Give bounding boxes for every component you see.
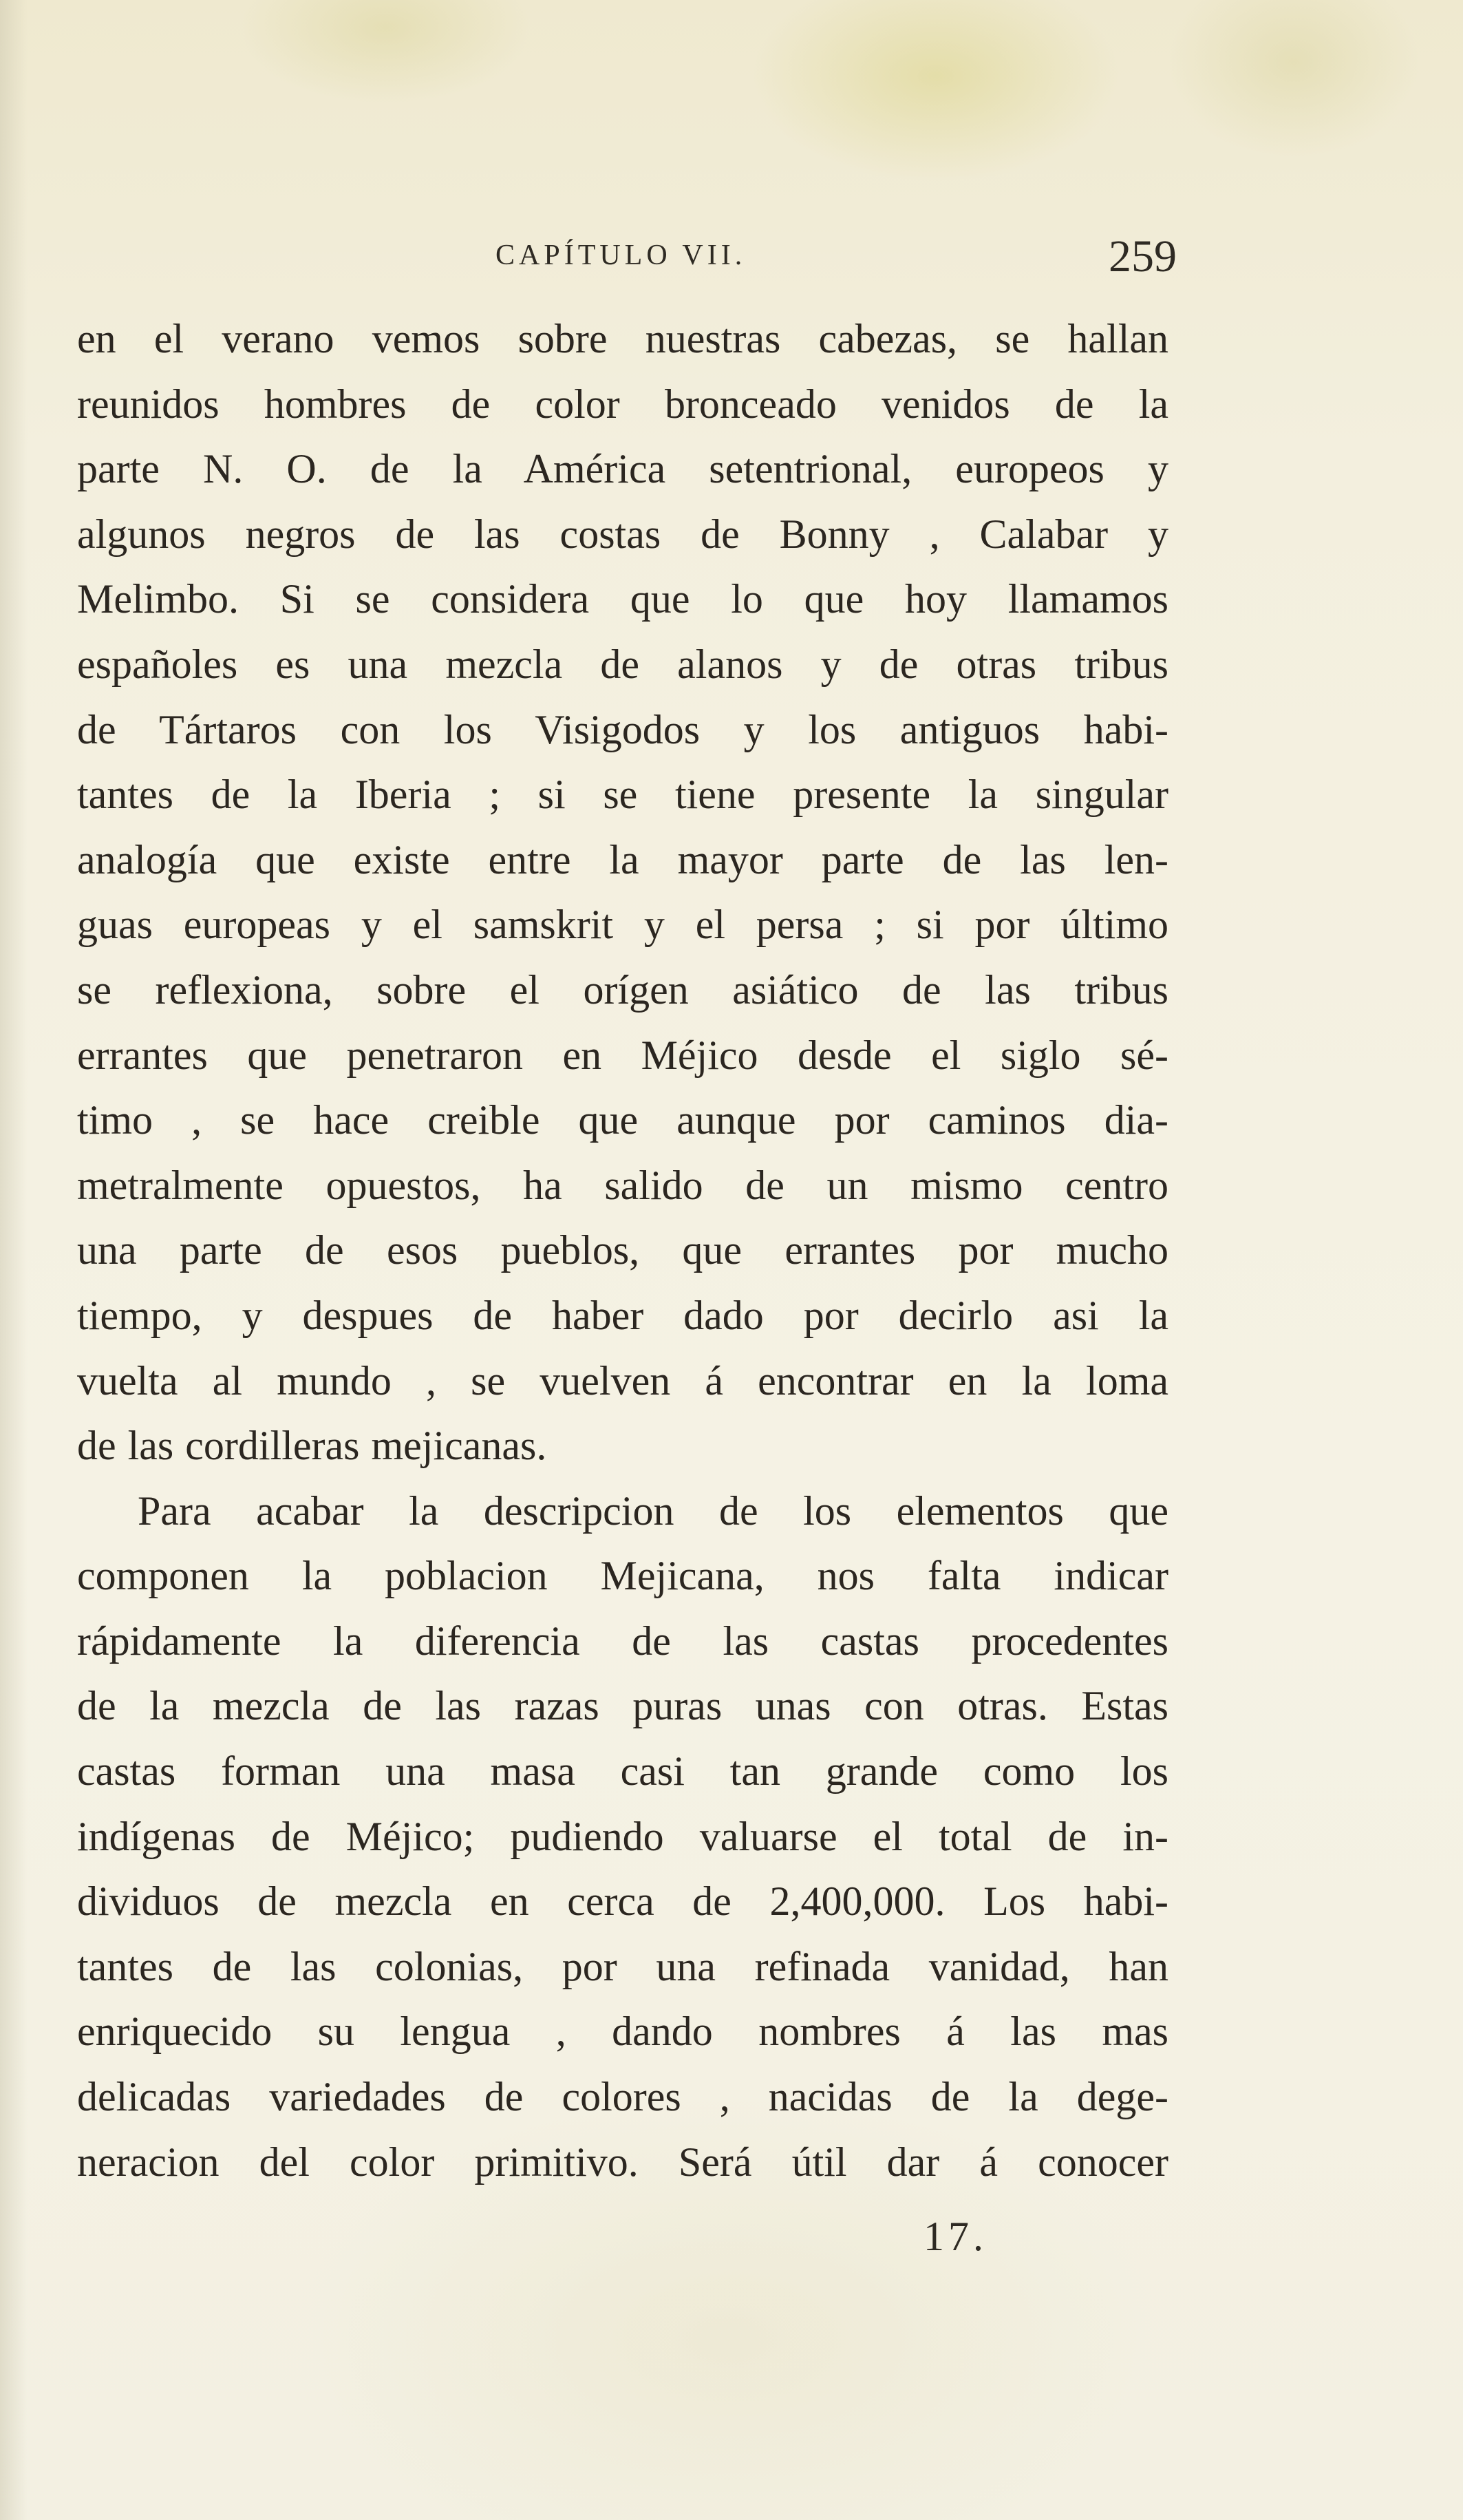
text-line: en el verano vemos sobre nuestras cabezas, se hallan [77, 316, 1168, 361]
chapter-title: CAPÍTULO VII. [495, 240, 747, 271]
text-line: tantes de la Iberia ; si se tiene presente la singular [77, 772, 1168, 818]
paragraph-end-line: de las cordilleras mejicanas. [77, 1423, 547, 1469]
text-line: Melimbo. Si se considera que lo que hoy llamamos [77, 576, 1168, 622]
text-line: rápidamente la diferencia de las castas procedentes [77, 1618, 1168, 1664]
text-line: de Tártaros con los Visigodos y los antiguos habi- [77, 706, 1168, 752]
page-edge-shadow [0, 0, 28, 2520]
text-line: timo , se hace creible que aunque por caminos dia- [77, 1097, 1168, 1143]
text-line: guas europeas y el samskrit y el persa ; si por último [77, 902, 1168, 948]
signature-mark: 17. [923, 2214, 987, 2259]
text-line: enriquecido su lengua , dando nombres á las mas [77, 2009, 1168, 2055]
page-number: 259 [1109, 231, 1177, 282]
text-line: neracion del color primitivo. Será útil dar á conocer [77, 2139, 1168, 2185]
text-line: algunos negros de las costas de Bonny , Calabar y [77, 511, 1168, 557]
text-line: castas forman una masa casi tan grande como los [77, 1748, 1168, 1794]
text-line: analogía que existe entre la mayor parte de las len- [77, 836, 1168, 882]
text-line: españoles es una mezcla de alanos y de otras tribus [77, 641, 1168, 687]
paragraph-start-line: Para acabar la descripcion de los elementos que [138, 1487, 1168, 1534]
text-line: delicadas variedades de colores , nacidas de la dege- [77, 2074, 1168, 2120]
text-line: vuelta al mundo , se vuelven á encontrar en la loma [77, 1357, 1168, 1404]
text-line: parte N. O. de la América setentrional, europeos y [77, 446, 1168, 492]
text-line: metralmente opuestos, ha salido de un mismo centro [77, 1162, 1168, 1208]
text-line: de la mezcla de las razas puras unas con otras. Estas [77, 1683, 1168, 1729]
text-line: tantes de las colonias, por una refinada vanidad, han [77, 1943, 1168, 1989]
text-line: componen la poblacion Mejicana, nos falta indicar [77, 1553, 1168, 1599]
body-text [77, 306, 1168, 2194]
text-line: reunidos hombres de color bronceado venidos de la [77, 381, 1168, 427]
text-line: indígenas de Méjico; pudiendo valuarse el total de in- [77, 1813, 1168, 1859]
text-line: dividuos de mezcla en cerca de 2,400,000. Los habi- [77, 1878, 1168, 1925]
text-line: se reflexiona, sobre el orígen asiático de las tribus [77, 966, 1168, 1013]
running-head [76, 231, 1177, 293]
text-line: tiempo, y despues de haber dado por decirlo asi la [77, 1292, 1168, 1338]
text-line: errantes que penetraron en Méjico desde el siglo sé- [77, 1032, 1168, 1078]
text-line: una parte de esos pueblos, que errantes por mucho [77, 1227, 1168, 1273]
